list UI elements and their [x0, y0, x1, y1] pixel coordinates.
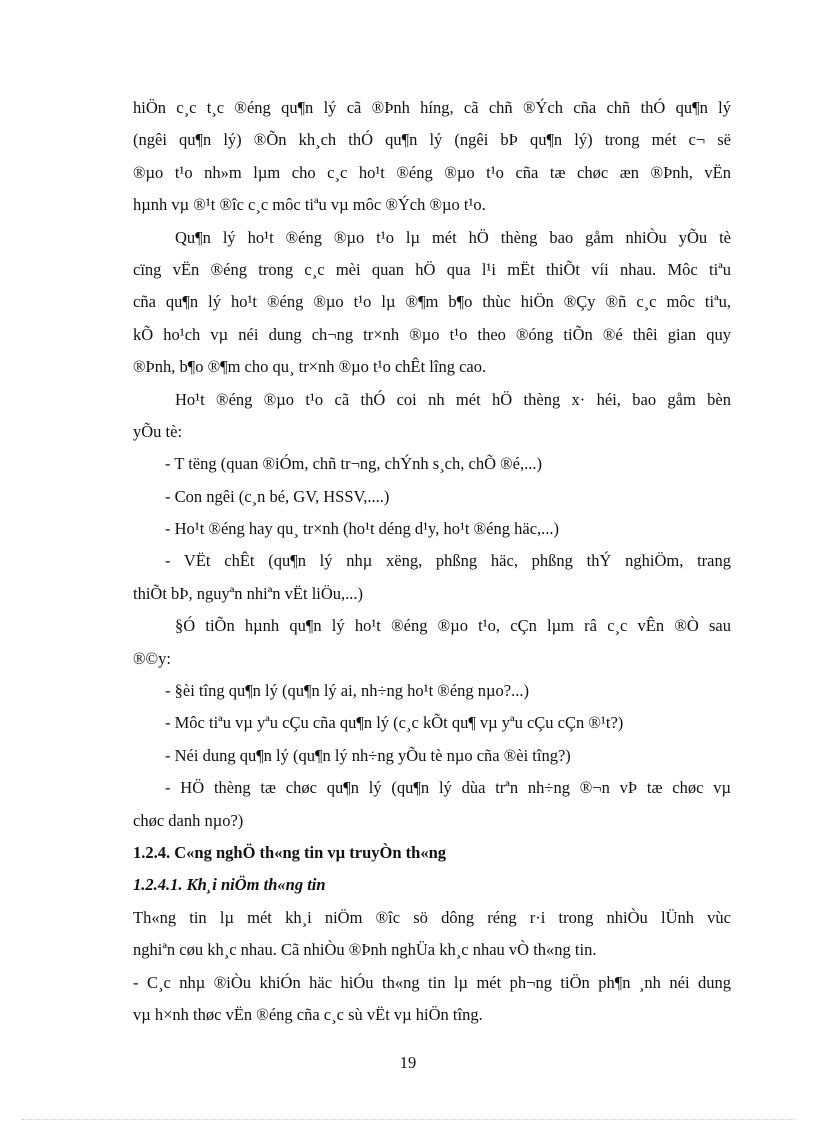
body-line: hµnh vµ ®¹t ®îc c¸c môc tiªu vµ môc ®Ých ®µo t¹o. [133, 195, 486, 215]
body-line: ®Þnh, b¶o ®¶m cho qu¸ tr×nh ®µo t¹o chÊt lîng cao. [133, 357, 487, 377]
section-heading: 1.2.4. C«ng nghÖ th«ng tin vµ truyÒn th«ng [133, 842, 446, 862]
list-item: - T tëng (quan ®iÓm, chñ tr¬ng, chÝnh s¸ch, chÕ ®é,...) [165, 454, 542, 474]
list-item-continuation: chøc danh nµo?) [133, 810, 244, 830]
body-line: nghiªn cøu kh¸c nhau. Cã nhiÒu ®Þnh nghÜa kh¸c nhau vÒ th«ng tin. [133, 940, 597, 960]
list-item: - VËt chÊt (qu¶n lý nhµ xëng, phßng häc, phßng thÝ nghiÖm, trang [165, 551, 731, 571]
list-item: - §èi tîng qu¶n lý (qu¶n lý ai, nh÷ng ho¹t ®éng nµo?...) [165, 681, 529, 701]
list-item: - HÖ thèng tæ chøc qu¶n lý (qu¶n lý dùa trªn nh÷ng ®¬n vÞ tæ chøc vµ [165, 778, 731, 798]
page-number: 19 [399, 1053, 417, 1072]
list-item: - Con ngêi (c¸n bé, GV, HSSV,....) [165, 486, 390, 506]
body-line: Th«ng tin lµ mét kh¸i niÖm ®îc sö dông réng r·i trong nhiÒu lÜnh vùc [133, 907, 731, 927]
body-line: §Ó tiÕn hµnh qu¶n lý ho¹t ®éng ®µo t¹o, cÇn lµm râ c¸c vÊn ®Ò sau [175, 616, 731, 636]
list-item: - Néi dung qu¶n lý (qu¶n lý nh÷ng yÕu tè nµo cña ®èi tîng?) [165, 745, 571, 765]
body-line: ®©y: [133, 648, 171, 668]
list-item-continuation: thiÕt bÞ, nguyªn nhiªn vËt liÖu,...) [133, 583, 364, 603]
body-line: hiÖn c¸c t¸c ®éng qu¶n lý cã ®Þnh híng, cã chñ ®Ých cña chñ thÓ qu¶n lý [133, 98, 731, 117]
list-item: - Môc tiªu vµ yªu cÇu cña qu¶n lý (c¸c kÕt qu¶ vµ yªu cÇu cÇn ®¹t?) [165, 713, 624, 733]
body-line: cña qu¶n lý ho¹t ®éng ®µo t¹o lµ ®¶m b¶o thùc hiÖn ®Çy ®ñ c¸c môc tiªu, [133, 292, 731, 312]
body-line: yÕu tè: [133, 421, 183, 441]
subsection-heading: 1.2.4.1. Kh¸i niÖm th«ng tin [133, 875, 326, 895]
body-line: kÕ ho¹ch vµ néi dung ch¬ng tr×nh ®µo t¹o theo ®óng tiÕn ®é thêi gian quy [133, 324, 731, 344]
body-line: vµ h×nh thøc vËn ®éng cña c¸c sù vËt vµ hiÖn tîng. [133, 1004, 483, 1024]
document-body [133, 92, 731, 1031]
page-bottom-divider [22, 1119, 794, 1120]
list-item: - Ho¹t ®éng hay qu¸ tr×nh (ho¹t déng d¹y, ho¹t ®éng häc,...) [165, 519, 560, 539]
body-line: Ho¹t ®éng ®µo t¹o cã thÓ coi nh mét hÖ thèng x· héi, bao gåm bèn [175, 389, 731, 409]
body-line: - C¸c nhµ ®iÒu khiÓn häc hiÓu th«ng tin lµ mét ph¬ng tiÖn ph¶n ¸nh néi dung [133, 972, 731, 992]
body-line: cïng vËn ®éng trong c¸c mèi quan hÖ qua l¹i mËt thiÕt víi nhau. Môc tiªu [133, 259, 731, 279]
body-line: ®µo t¹o nh»m lµm cho c¸c ho¹t ®éng ®µo t¹o cña tæ chøc æn ®Þnh, vËn [133, 162, 731, 182]
body-line: (ngêi qu¶n lý) ®Õn kh¸ch thÓ qu¶n lý (ngêi bÞ qu¶n lý) trong mét c¬ së [133, 130, 731, 150]
body-line: Qu¶n lý ho¹t ®éng ®µo t¹o lµ mét hÖ thèng bao gåm nhiÒu yÕu tè [175, 227, 731, 247]
